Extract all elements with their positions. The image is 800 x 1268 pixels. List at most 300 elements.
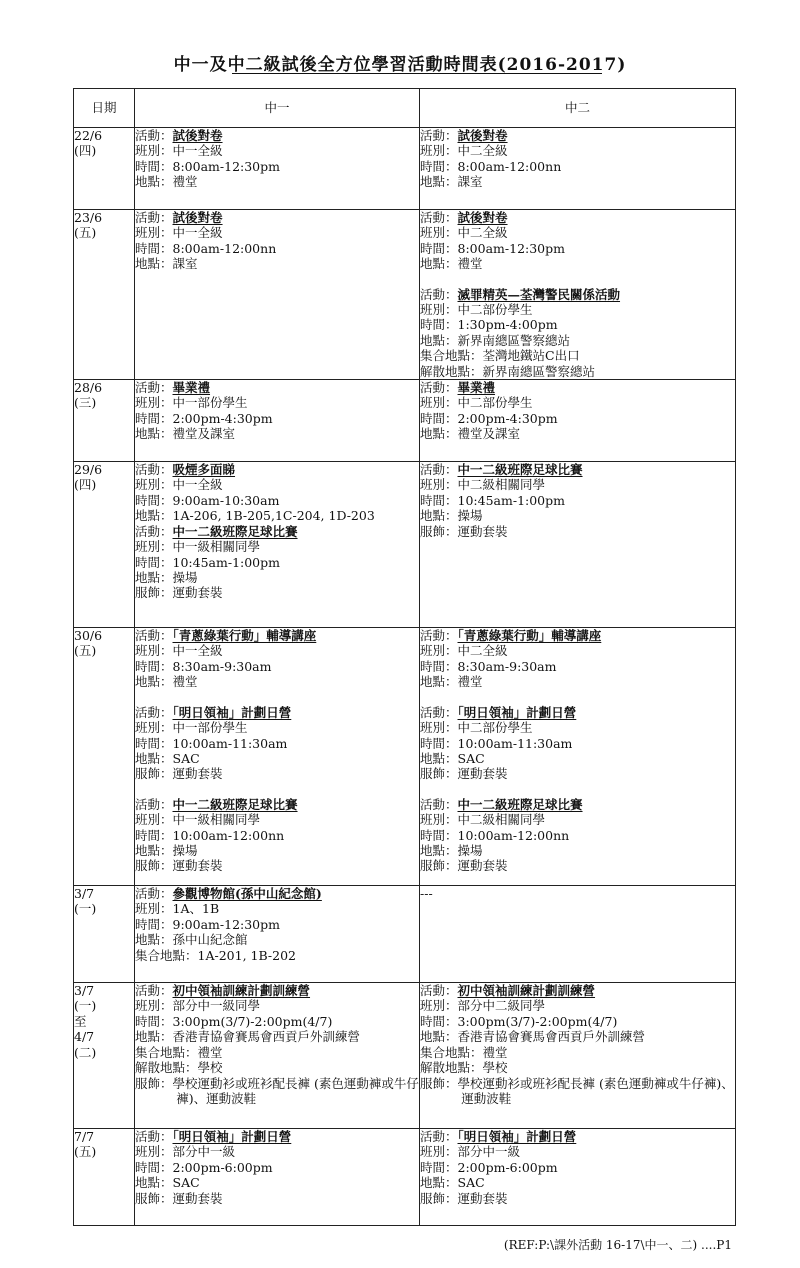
class-value: 部分中一級同學 bbox=[172, 998, 261, 1014]
class-line bbox=[135, 539, 419, 554]
activity-entry bbox=[135, 983, 419, 1106]
activity-line bbox=[420, 210, 735, 225]
venue-label: 地點： bbox=[420, 174, 458, 190]
activity-label: 活動： bbox=[420, 1129, 458, 1145]
time-line bbox=[420, 828, 735, 843]
class-label: 班別： bbox=[135, 477, 173, 493]
date-line: 30/6 bbox=[74, 628, 103, 644]
attire-label: 服飾： bbox=[420, 858, 458, 874]
class-line bbox=[135, 998, 419, 1013]
activity-label: 活動： bbox=[135, 983, 173, 999]
class-label: 班別： bbox=[420, 302, 458, 318]
class-value: 中二部份學生 bbox=[457, 395, 533, 411]
attire-label: 服飾： bbox=[420, 766, 458, 782]
activity-value: 「明日領袖」計劃日營 bbox=[457, 704, 577, 720]
venue-label: 地點： bbox=[420, 1175, 458, 1191]
attire-line bbox=[420, 858, 735, 873]
attire-value: 學校運動衫或班衫配長褲 (素色運動褲或牛仔褲)、運動波鞋 bbox=[457, 1075, 734, 1106]
class-line bbox=[135, 225, 419, 240]
time-line bbox=[420, 159, 735, 174]
activity-entry bbox=[420, 797, 735, 874]
cell-s2 bbox=[420, 1129, 736, 1226]
class-label: 班別： bbox=[420, 812, 458, 828]
attire-label: 服飾： bbox=[135, 1075, 173, 1091]
time-value: 10:00am-11:30am bbox=[457, 735, 573, 751]
class-line bbox=[135, 395, 419, 410]
date-cell bbox=[74, 462, 135, 628]
activity-label: 活動： bbox=[420, 628, 458, 644]
attire-line bbox=[135, 585, 419, 600]
time-label: 時間： bbox=[135, 410, 173, 426]
time-label: 時間： bbox=[135, 492, 173, 508]
activity-entry bbox=[420, 983, 735, 1106]
time-label: 時間： bbox=[135, 1159, 173, 1175]
time-label: 時間： bbox=[420, 1159, 458, 1175]
class-line bbox=[420, 1144, 735, 1159]
time-label: 時間： bbox=[420, 158, 458, 174]
activity-label: 活動： bbox=[135, 796, 173, 812]
activity-label: 活動： bbox=[135, 1129, 173, 1145]
venue-label: 地點： bbox=[420, 426, 458, 442]
activity-line bbox=[135, 380, 419, 395]
time-label: 時間： bbox=[420, 1013, 458, 1029]
activity-value: 吸煙多面睇 bbox=[172, 462, 236, 478]
venue-label: 地點： bbox=[135, 426, 173, 442]
time-line bbox=[420, 1014, 735, 1029]
time-line bbox=[420, 241, 735, 256]
activity-entry bbox=[420, 628, 735, 690]
venue-line bbox=[420, 1029, 735, 1044]
date-line: 至 bbox=[74, 1013, 87, 1029]
schedule-table bbox=[73, 88, 736, 1226]
time-line bbox=[135, 493, 419, 508]
activity-label: 活動： bbox=[420, 210, 458, 225]
time-value: 8:00am-12:30pm bbox=[457, 240, 565, 256]
attire-line bbox=[135, 766, 419, 781]
time-value: 2:00pm-4:30pm bbox=[457, 410, 558, 426]
class-label: 班別： bbox=[135, 539, 173, 555]
class-value: 1A、1B bbox=[172, 901, 220, 917]
time-line bbox=[420, 659, 735, 674]
class-line bbox=[420, 302, 735, 317]
activity-entry bbox=[420, 380, 735, 442]
header-row bbox=[74, 89, 736, 128]
title-underline bbox=[232, 73, 602, 74]
activity-label: 活動： bbox=[135, 128, 173, 143]
venue-value: SAC bbox=[457, 1175, 485, 1191]
activity-line bbox=[420, 983, 735, 998]
venue-value: 禮堂 bbox=[172, 674, 198, 690]
attire-label: 服飾： bbox=[135, 1190, 173, 1206]
time-value: 8:30am-9:30am bbox=[172, 658, 272, 674]
time-label: 時間： bbox=[420, 492, 458, 508]
class-line bbox=[135, 143, 419, 158]
venue-line bbox=[135, 426, 419, 441]
time-line bbox=[420, 736, 735, 751]
date-line: 4/7 bbox=[74, 1029, 95, 1045]
class-line bbox=[135, 643, 419, 658]
class-line bbox=[420, 477, 735, 492]
cell-s1 bbox=[135, 983, 420, 1129]
activity-entry bbox=[420, 128, 735, 190]
class-value: 中一全級 bbox=[172, 643, 223, 659]
activity-value: 畢業禮 bbox=[172, 380, 211, 396]
activity-line bbox=[135, 524, 419, 539]
venue-value: SAC bbox=[172, 1175, 200, 1191]
activity-line bbox=[135, 1129, 419, 1144]
cell-s1 bbox=[135, 1129, 420, 1226]
time-value: 10:45am-1:00pm bbox=[172, 554, 280, 570]
activity-label: 活動： bbox=[135, 210, 173, 225]
activity-label: 活動： bbox=[135, 462, 173, 478]
venue-value: 課室 bbox=[457, 174, 483, 190]
date-cell bbox=[74, 1129, 135, 1226]
activity-entry bbox=[135, 210, 419, 272]
venue-value: 課室 bbox=[172, 256, 198, 272]
time-line bbox=[135, 555, 419, 570]
cell-s2 bbox=[420, 628, 736, 886]
class-label: 班別： bbox=[420, 477, 458, 493]
class-label: 班別： bbox=[420, 998, 458, 1014]
venue-value: 禮堂 bbox=[172, 174, 198, 190]
activity-line bbox=[420, 287, 735, 302]
activity-entry bbox=[420, 705, 735, 782]
class-label: 班別： bbox=[420, 395, 458, 411]
activity-value: 滅罪精英—荃灣警民關係活動 bbox=[457, 286, 621, 302]
activity-entry bbox=[135, 1129, 419, 1206]
time-line bbox=[135, 736, 419, 751]
venue-line bbox=[135, 843, 419, 858]
activity-label: 活動： bbox=[420, 796, 458, 812]
attire-value: 學校運動衫或班衫配長褲 (素色運動褲或牛仔褲)、運動波鞋 bbox=[172, 1075, 419, 1106]
activity-value: 試後對卷 bbox=[457, 210, 508, 225]
time-value: 2:00pm-6:00pm bbox=[172, 1159, 273, 1175]
time-value: 10:00am-12:00nn bbox=[457, 827, 570, 843]
time-value: 3:00pm(3/7)-2:00pm(4/7) bbox=[457, 1013, 618, 1029]
venue-line bbox=[420, 508, 735, 523]
date-line: (四) bbox=[74, 477, 97, 493]
venue-label: 地點： bbox=[420, 508, 458, 524]
venue-line bbox=[420, 333, 735, 348]
time-value: 8:00am-12:30pm bbox=[172, 158, 280, 174]
venue-value: 1A-206, 1B-205,1C-204, 1D-203 bbox=[172, 508, 375, 524]
time-value: 10:00am-12:00nn bbox=[172, 827, 285, 843]
class-value: 中二全級 bbox=[457, 643, 508, 659]
date-line: (二) bbox=[74, 1044, 97, 1060]
date-cell bbox=[74, 380, 135, 462]
activity-entry bbox=[135, 524, 419, 601]
class-line bbox=[420, 812, 735, 827]
assembly-value: 荃灣地鐵站C出口 bbox=[482, 348, 580, 364]
attire-value: 運動套裝 bbox=[457, 523, 508, 539]
dismissal-line bbox=[135, 1060, 419, 1075]
activity-entry bbox=[135, 797, 419, 874]
venue-label: 地點： bbox=[135, 842, 173, 858]
time-label: 時間： bbox=[420, 410, 458, 426]
activity-entry bbox=[135, 128, 419, 190]
assembly-line bbox=[420, 348, 735, 363]
cell-s2 bbox=[420, 210, 736, 380]
time-line bbox=[420, 317, 735, 332]
venue-value: 香港青協會賽馬會西貢戶外訓練營 bbox=[457, 1029, 646, 1045]
table-row bbox=[74, 983, 736, 1129]
dismissal-label: 解散地點： bbox=[420, 1060, 483, 1076]
class-label: 班別： bbox=[420, 643, 458, 659]
dismissal-line bbox=[420, 1060, 735, 1075]
venue-value: 操場 bbox=[172, 842, 198, 858]
venue-value: 香港青協會賽馬會西貢戶外訓練營 bbox=[172, 1029, 361, 1045]
venue-value: SAC bbox=[172, 750, 200, 766]
activity-entry bbox=[135, 705, 419, 782]
activity-value: 「明日領袖」計劃日營 bbox=[172, 704, 292, 720]
time-line bbox=[135, 828, 419, 843]
table-row bbox=[74, 1129, 736, 1226]
activity-label: 活動： bbox=[135, 886, 173, 902]
activity-value: 試後對卷 bbox=[172, 128, 223, 143]
class-value: 中一級相關同學 bbox=[172, 539, 261, 555]
activity-label: 活動： bbox=[135, 704, 173, 720]
activity-entry bbox=[135, 380, 419, 442]
attire-value: 運動套裝 bbox=[172, 858, 223, 874]
venue-label: 地點： bbox=[420, 332, 458, 348]
date-line: (一) bbox=[74, 901, 97, 917]
class-line bbox=[135, 901, 419, 916]
attire-line bbox=[420, 1191, 735, 1206]
activity-value: 初中領袖訓練計劃訓練營 bbox=[172, 983, 311, 999]
time-value: 8:30am-9:30am bbox=[457, 658, 557, 674]
date-cell bbox=[74, 128, 135, 210]
date-line: 3/7 bbox=[74, 886, 95, 902]
venue-value: 操場 bbox=[172, 569, 198, 585]
assembly-label: 集合地點： bbox=[420, 1044, 483, 1060]
venue-line bbox=[135, 932, 419, 947]
class-value: 中一全級 bbox=[172, 143, 223, 159]
class-line bbox=[420, 225, 735, 240]
class-label: 班別： bbox=[135, 143, 173, 159]
class-label: 班別： bbox=[420, 225, 458, 241]
date-cell bbox=[74, 628, 135, 886]
activity-label: 活動： bbox=[420, 286, 458, 302]
time-label: 時間： bbox=[420, 317, 458, 333]
activity-label: 活動： bbox=[420, 128, 458, 143]
time-value: 3:00pm(3/7)-2:00pm(4/7) bbox=[172, 1013, 333, 1029]
attire-value: 運動套裝 bbox=[457, 766, 508, 782]
time-line bbox=[135, 1014, 419, 1029]
venue-line bbox=[135, 751, 419, 766]
venue-label: 地點： bbox=[420, 674, 458, 690]
time-value: 9:00am-12:30pm bbox=[172, 916, 280, 932]
activity-line bbox=[420, 462, 735, 477]
date-line: 3/7 bbox=[74, 983, 95, 999]
attire-label: 服飾： bbox=[420, 1190, 458, 1206]
time-line bbox=[420, 1160, 735, 1175]
dismissal-line bbox=[420, 364, 735, 379]
class-value: 中一部份學生 bbox=[172, 720, 248, 736]
activity-line bbox=[420, 705, 735, 720]
date-line: (四) bbox=[74, 143, 97, 159]
time-label: 時間： bbox=[135, 735, 173, 751]
cell-s1 bbox=[135, 128, 420, 210]
date-line: (五) bbox=[74, 1144, 97, 1160]
venue-line bbox=[135, 508, 419, 523]
class-value: 中二全級 bbox=[457, 143, 508, 159]
venue-line bbox=[420, 1175, 735, 1190]
venue-line bbox=[135, 256, 419, 271]
activity-entry bbox=[135, 462, 419, 524]
venue-label: 地點： bbox=[135, 1029, 173, 1045]
table-row bbox=[74, 628, 736, 886]
class-label: 班別： bbox=[135, 812, 173, 828]
cell-s1 bbox=[135, 462, 420, 628]
venue-line bbox=[420, 426, 735, 441]
attire-value: 運動套裝 bbox=[172, 766, 223, 782]
cell-s1 bbox=[135, 886, 420, 983]
class-value: 中二級相關同學 bbox=[457, 477, 546, 493]
dismissal-value: 學校 bbox=[482, 1060, 508, 1076]
time-value: 8:00am-12:00nn bbox=[457, 158, 562, 174]
attire-line bbox=[420, 766, 735, 781]
time-value: 10:45am-1:00pm bbox=[457, 492, 565, 508]
class-value: 部分中二級同學 bbox=[457, 998, 546, 1014]
cell-s2 bbox=[420, 983, 736, 1129]
activity-line bbox=[420, 1129, 735, 1144]
activity-line bbox=[135, 886, 419, 901]
date-cell bbox=[74, 983, 135, 1129]
class-label: 班別： bbox=[135, 901, 173, 917]
class-value: 部分中一級 bbox=[172, 1144, 236, 1160]
class-label: 班別： bbox=[135, 225, 173, 241]
venue-label: 地點： bbox=[135, 256, 173, 272]
activity-value: 中一二級班際足球比賽 bbox=[172, 796, 298, 812]
table-row bbox=[74, 380, 736, 462]
class-label: 班別： bbox=[135, 1144, 173, 1160]
time-line bbox=[135, 411, 419, 426]
time-label: 時間： bbox=[135, 158, 173, 174]
table-row bbox=[74, 462, 736, 628]
class-line bbox=[135, 720, 419, 735]
activity-line bbox=[135, 797, 419, 812]
time-value: 9:00am-10:30am bbox=[172, 492, 280, 508]
attire-label: 服飾： bbox=[420, 523, 458, 539]
empty-placeholder: --- bbox=[420, 886, 433, 902]
venue-label: 地點： bbox=[135, 932, 173, 948]
table-row bbox=[74, 886, 736, 983]
activity-entry bbox=[135, 886, 419, 963]
activity-value: 中一二級班際足球比賽 bbox=[172, 523, 298, 539]
time-line bbox=[135, 917, 419, 932]
activity-line bbox=[135, 128, 419, 143]
assembly-line bbox=[135, 1045, 419, 1060]
venue-value: SAC bbox=[457, 750, 485, 766]
time-value: 2:00pm-4:30pm bbox=[172, 410, 273, 426]
date-cell bbox=[74, 210, 135, 380]
assembly-value: 1A-201, 1B-202 bbox=[197, 947, 296, 963]
cell-s1 bbox=[135, 628, 420, 886]
class-line bbox=[135, 812, 419, 827]
dismissal-label: 解散地點： bbox=[135, 1060, 198, 1076]
activity-value: 試後對卷 bbox=[457, 128, 508, 143]
time-line bbox=[420, 493, 735, 508]
time-label: 時間： bbox=[135, 916, 173, 932]
attire-label: 服飾： bbox=[135, 585, 173, 601]
activity-line bbox=[420, 628, 735, 643]
time-line bbox=[135, 159, 419, 174]
time-line bbox=[135, 659, 419, 674]
venue-label: 地點： bbox=[420, 1029, 458, 1045]
class-value: 中一全級 bbox=[172, 225, 223, 241]
table-row bbox=[74, 128, 736, 210]
time-value: 2:00pm-6:00pm bbox=[457, 1159, 558, 1175]
date-cell bbox=[74, 886, 135, 983]
date-line: (五) bbox=[74, 643, 97, 659]
venue-label: 地點： bbox=[135, 750, 173, 766]
activity-value: 「明日領袖」計劃日營 bbox=[457, 1129, 577, 1145]
class-line bbox=[420, 143, 735, 158]
class-label: 班別： bbox=[135, 720, 173, 736]
cell-s1 bbox=[135, 210, 420, 380]
time-label: 時間： bbox=[135, 827, 173, 843]
dismissal-label: 解散地點： bbox=[420, 363, 483, 379]
activity-line bbox=[135, 705, 419, 720]
date-line: 7/7 bbox=[74, 1129, 95, 1145]
class-line bbox=[420, 643, 735, 658]
venue-label: 地點： bbox=[420, 256, 458, 272]
class-label: 班別： bbox=[135, 998, 173, 1014]
cell-s2 bbox=[420, 128, 736, 210]
attire-line bbox=[420, 524, 735, 539]
header-date: 日期 bbox=[74, 89, 135, 128]
activity-label: 活動： bbox=[420, 983, 458, 999]
dismissal-value: 新界南總區警察總站 bbox=[482, 363, 596, 379]
header-s2: 中二 bbox=[420, 89, 736, 128]
activity-value: 「青蔥綠葉行動」輔導講座 bbox=[457, 628, 602, 644]
class-value: 中二部份學生 bbox=[457, 302, 533, 318]
attire-line bbox=[135, 1076, 419, 1107]
time-label: 時間： bbox=[420, 827, 458, 843]
class-value: 中一級相關同學 bbox=[172, 812, 261, 828]
assembly-label: 集合地點： bbox=[135, 1044, 198, 1060]
activity-value: 中一二級班際足球比賽 bbox=[457, 796, 583, 812]
venue-label: 地點： bbox=[135, 174, 173, 190]
assembly-label: 集合地點： bbox=[135, 947, 198, 963]
attire-line bbox=[420, 1076, 735, 1107]
venue-label: 地點： bbox=[420, 842, 458, 858]
assembly-line bbox=[135, 948, 419, 963]
time-line bbox=[135, 1160, 419, 1175]
assembly-value: 禮堂 bbox=[197, 1044, 223, 1060]
class-label: 班別： bbox=[135, 395, 173, 411]
venue-label: 地點： bbox=[135, 569, 173, 585]
class-value: 中二部份學生 bbox=[457, 720, 533, 736]
attire-value: 運動套裝 bbox=[172, 585, 223, 601]
activity-value: 「明日領袖」計劃日營 bbox=[172, 1129, 292, 1145]
class-value: 中一全級 bbox=[172, 477, 223, 493]
class-line bbox=[420, 720, 735, 735]
attire-label: 服飾： bbox=[420, 1075, 458, 1091]
class-value: 中一部份學生 bbox=[172, 395, 248, 411]
class-label: 班別： bbox=[420, 720, 458, 736]
venue-line bbox=[135, 570, 419, 585]
time-line bbox=[420, 411, 735, 426]
activity-value: 畢業禮 bbox=[457, 380, 496, 396]
class-line bbox=[135, 477, 419, 492]
venue-value: 孫中山紀念館 bbox=[172, 932, 248, 948]
activity-entry bbox=[420, 1129, 735, 1206]
activity-label: 活動： bbox=[420, 380, 458, 396]
venue-line bbox=[135, 674, 419, 689]
venue-line bbox=[135, 1029, 419, 1044]
activity-label: 活動： bbox=[420, 704, 458, 720]
